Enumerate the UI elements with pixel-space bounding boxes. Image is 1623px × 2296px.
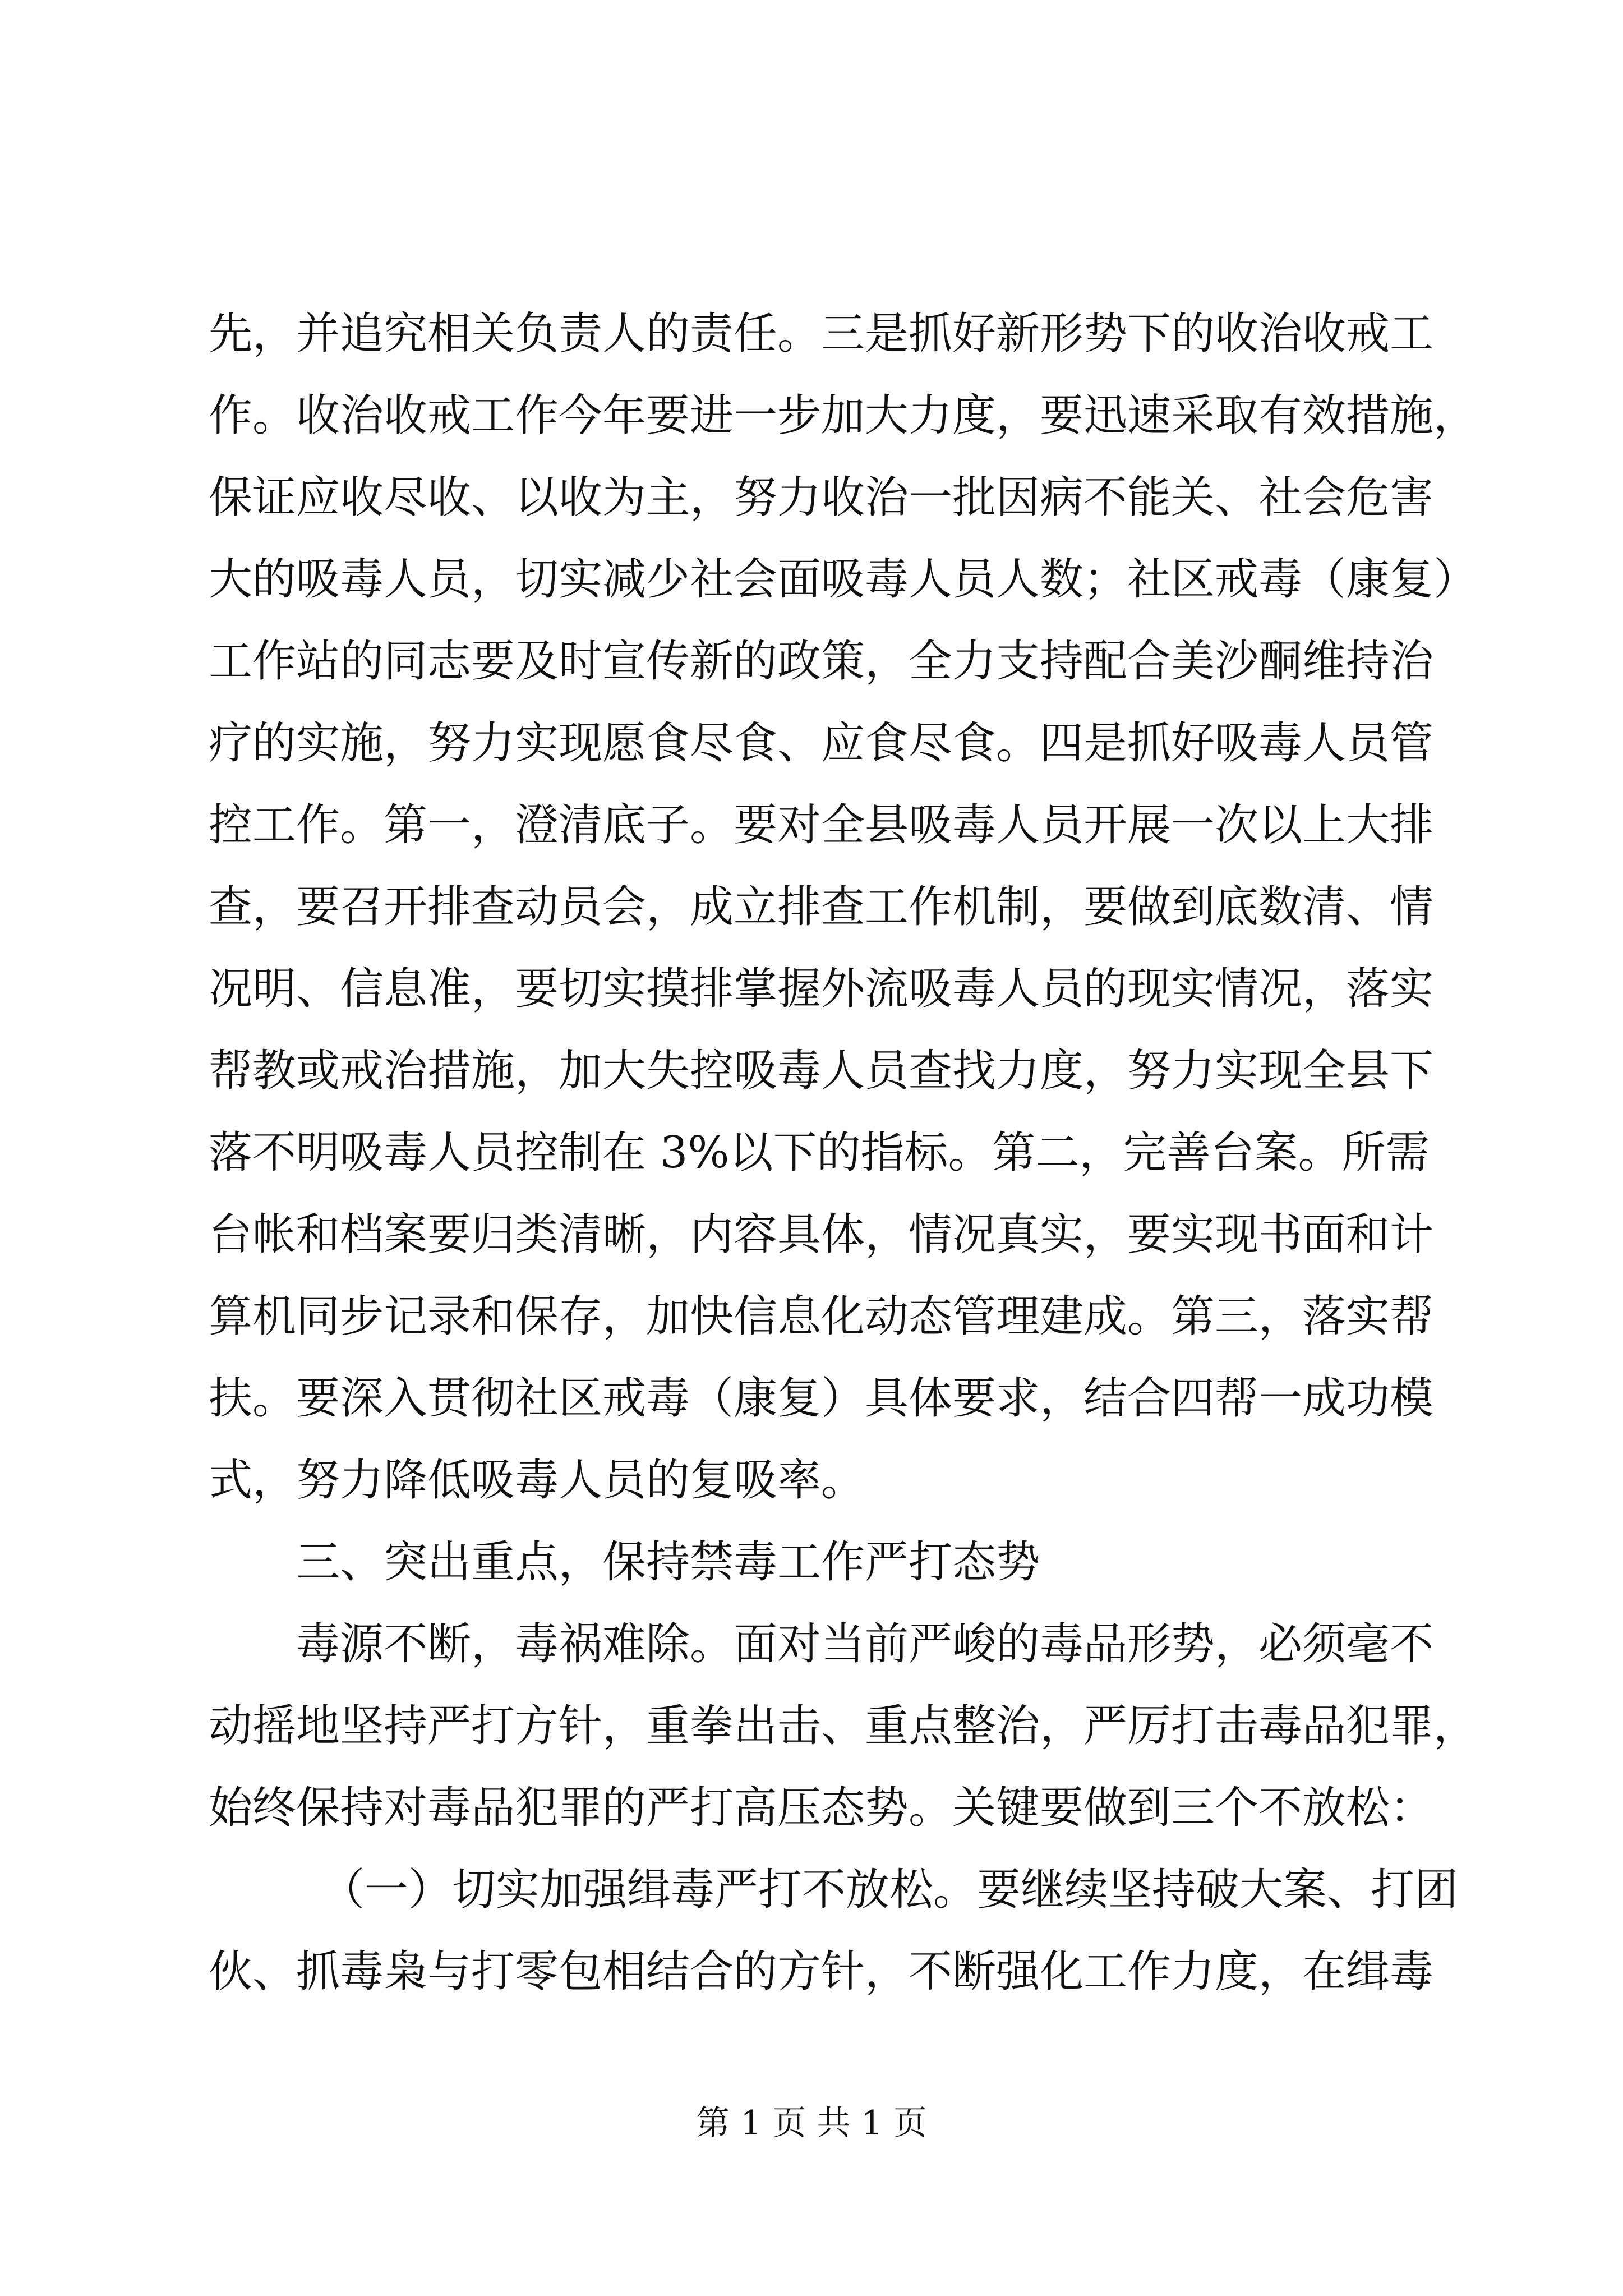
text-line: 先，并追究相关负责人的责任。三是抓好新形势下的收治收戒工 <box>209 309 1434 359</box>
text-line: 落不明吸毒人员控制在 3%以下的指标。第二，完善台案。所需 <box>209 1128 1430 1178</box>
text-line: 毒源不断，毒祸难除。面对当前严峻的毒品形势，必须毫不 <box>296 1619 1434 1669</box>
text-line: 帮教或戒治措施，加大失控吸毒人员查找力度，努力实现全县下 <box>209 1046 1434 1096</box>
text-line: 算机同步记录和保存，加快信息化动态管理建成。第三，落实帮 <box>209 1291 1434 1342</box>
text-line: 况明、信息准，要切实摸排掌握外流吸毒人员的现实情况，落实 <box>209 964 1434 1014</box>
text-line: 台帐和档案要归类清晰，内容具体，情况真实，要实现书面和计 <box>209 1209 1434 1260</box>
subsection-line: （一）切实加强缉毒严打不放松。要继续坚持破大案、打团 <box>321 1865 1459 1915</box>
text-line: 大的吸毒人员，切实减少社会面吸毒人员人数；社区戒毒（康复） <box>209 554 1478 605</box>
text-line: 查，要召开排查动员会，成立排查工作机制，要做到底数清、情 <box>209 882 1434 932</box>
text-line: 扶。要深入贯彻社区戒毒（康复）具体要求，结合四帮一成功模 <box>209 1373 1434 1424</box>
text-line: 作。收治收戒工作今年要进一步加大力度，要迅速采取有效措施， <box>209 390 1478 441</box>
text-line: 式，努力降低吸毒人员的复吸率。 <box>209 1455 865 1506</box>
section-heading: 三、突出重点，保持禁毒工作严打态势 <box>296 1537 1040 1588</box>
text-line: 工作站的同志要及时宣传新的政策，全力支持配合美沙酮维持治 <box>209 636 1434 687</box>
text-line: 始终保持对毒品犯罪的严打高压态势。关键要做到三个不放松： <box>209 1783 1434 1833</box>
document-body <box>209 293 1478 2013</box>
text-line: 伙、抓毒枭与打零包相结合的方针，不断强化工作力度，在缉毒 <box>209 1947 1434 1997</box>
page-footer: 第 1 页 共 1 页 <box>696 2104 927 2143</box>
text-line: 保证应收尽收、以收为主，努力收治一批因病不能关、社会危害 <box>209 472 1434 523</box>
text-line: 疗的实施，努力实现愿食尽食、应食尽食。四是抓好吸毒人员管 <box>209 718 1434 769</box>
text-line: 控工作。第一，澄清底子。要对全县吸毒人员开展一次以上大排 <box>209 800 1434 850</box>
text-line: 动摇地坚持严打方针，重拳出击、重点整治，严厉打击毒品犯罪， <box>209 1701 1478 1751</box>
